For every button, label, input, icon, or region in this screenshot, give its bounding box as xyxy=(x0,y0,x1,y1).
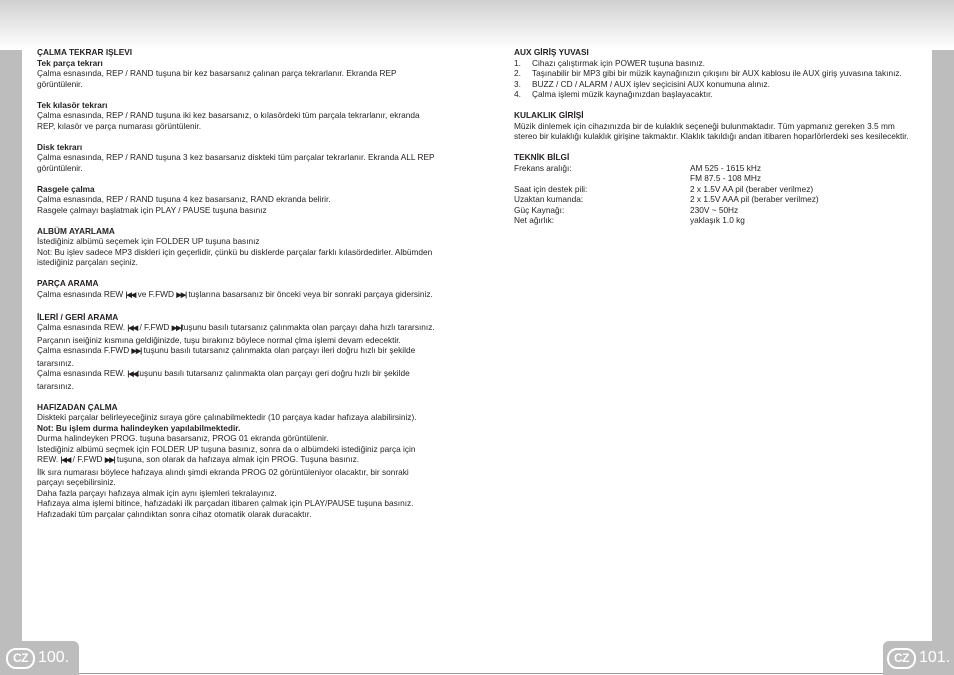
rewind-icon: |◀◀ xyxy=(125,291,136,299)
top-gradient-band xyxy=(0,0,954,50)
aux-steps-list xyxy=(514,58,916,100)
step-text: Taşınabilir bir MP3 gibi bir müzik kaynağınızın çıkışını bir AUX kablosu ile AUX giriş yuvasına takınız. xyxy=(532,68,902,78)
table-row xyxy=(514,163,819,174)
text-run: / F.FWD xyxy=(72,454,103,464)
paragraph: İlk sıra numarası böylece hafızaya alındı şimdi ekranda PROG 02 görüntüleniyor olacaktır, bir sonraki parçayı seçebilirsiniz. xyxy=(37,466,409,487)
spec-value: FM 87.5 - 108 MHz xyxy=(690,173,762,183)
section-heading: ALBÜM AYARLAMA xyxy=(37,225,115,236)
paragraph: Müzik dinlemek için cihazınızda bir de kulaklık seçeneği bulunmaktadır. Tüm yapmanız gereken 3.5 mm stereo bir kulaklığı kulaklık girişine takmaktır. Klaklık takıldığı andan itibaren hoparlörlerdeki ses kesilecektir. xyxy=(514,120,909,141)
section-random xyxy=(37,184,437,216)
step-text: Cihazı çalıştırmak için POWER tuşuna basınız. xyxy=(532,57,705,68)
spec-label: Saat için destek pili: xyxy=(514,183,588,194)
spec-label xyxy=(514,173,690,184)
step-number: 1. xyxy=(514,57,521,68)
page-number-left: 100. xyxy=(38,649,70,666)
section-heading: AUX GİRİŞ YUVASI xyxy=(514,47,589,57)
spec-table xyxy=(514,163,819,226)
left-side-strip xyxy=(0,50,22,675)
section-heading: HAFIZADAN ÇALMA xyxy=(37,401,118,412)
bottom-rule xyxy=(73,673,883,674)
step-number: 2. xyxy=(514,68,521,78)
spec-label: Frekans aralığı: xyxy=(514,162,572,173)
text-run: tuşlarına basarsanız bir önceki veya bir sonraki parçaya gidersiniz. xyxy=(188,288,433,299)
text-run: Çalma esnasında F.FWD xyxy=(37,345,130,355)
text-run: İstediğiniz albümü seçmek için FOLDER UP tuşuna basınız, sonra da o albümdeki istediğiniz parça için REW. xyxy=(37,443,416,464)
section-disc-repeat xyxy=(37,142,437,174)
list-item xyxy=(514,58,916,69)
text-run: tuşunu basılı tutarsanız çalınmakta olan parçayı daha hızlı tararsınız. Parçanın iseiğiniz kısmına geldiğinizde, tuşu bırakınız böylece normal çlma işlemi devam edecektir. xyxy=(37,322,435,345)
table-row xyxy=(514,194,819,205)
paragraph xyxy=(37,322,437,345)
fast-forward-icon: ▶▶| xyxy=(104,457,115,464)
text-run: ve F.FWD xyxy=(137,288,175,299)
list-item xyxy=(514,89,916,100)
paragraph xyxy=(37,345,437,368)
sub-heading: Tek kılasör tekrarı xyxy=(37,99,108,110)
paragraph xyxy=(37,444,437,467)
section-folder-repeat xyxy=(37,100,437,132)
section-aux xyxy=(514,47,916,100)
step-text: Çalma işlemi müzik kaynağınızdan başlayacaktır. xyxy=(532,89,713,99)
cz-language-icon: CZ xyxy=(6,648,35,669)
left-page-column xyxy=(37,47,437,530)
table-row xyxy=(514,184,819,195)
section-memory xyxy=(37,402,437,520)
paragraph: İstediğiniz albümü seçemek için FOLDER UP tuşuna basınız xyxy=(37,236,260,246)
paragraph: Rasgele çalmayı başlatmak için PLAY / PAUSE tuşuna basınız xyxy=(37,204,267,215)
spec-value: 2 x 1.5V AAA pil (beraber verilmez) xyxy=(690,194,819,204)
page-number-badge-left xyxy=(0,641,79,675)
paragraph: Çalma esnasında, REP / RAND tuşuna iki kez basarsanız, o kılasördeki tüm parçala tekrarlanır, ekranda REP, kılasör ve parça numarası görüntülenir. xyxy=(37,110,420,131)
fast-forward-icon: ▶▶| xyxy=(131,348,142,355)
section-heading: KULAKLIK GİRİŞİ xyxy=(514,110,584,120)
paragraph: Çalma esnasında, REP / RAND tuşuna 3 kez basarsanız diskteki tüm parçalar tekrarlanır. Ekranda ALL REP görüntülenir. xyxy=(37,152,435,173)
table-row xyxy=(514,215,819,226)
section-headphone xyxy=(514,110,916,142)
section-heading: İLERİ / GERİ ARAMA xyxy=(37,311,119,322)
step-number: 3. xyxy=(514,78,521,89)
text-run: / F.FWD xyxy=(139,322,170,332)
list-item xyxy=(514,68,916,79)
note-paragraph: Not: Bu işlem durma halindeyken yapılabilmektedir. xyxy=(37,422,241,433)
text-run: tuşunu basılı tutarsanız çalınmakta olan parçayı geri doğru hızlı bir şekilde tararsınız. xyxy=(37,368,410,391)
section-heading: PARÇA ARAMA xyxy=(37,278,99,288)
paragraph: Not: Bu işlev sadece MP3 diskleri için geçerlidir, çünkü bu disklerde parçalar farklı kılasördedirler. Albümden istediğiniz parçaları seçiniz. xyxy=(37,246,433,267)
right-side-strip xyxy=(932,50,954,675)
spec-value: 230V ~ 50Hz xyxy=(690,204,739,215)
spec-label: Net ağırlık: xyxy=(514,215,555,225)
paragraph: Çalma esnasında, REP / RAND tuşuna 4 kez basarsanız, RAND ekranda belirir. xyxy=(37,194,331,204)
step-text: BUZZ / CD / ALARM / AUX işlev seçicisini AUX konumuna alınız. xyxy=(532,78,770,89)
sub-heading: Disk tekrarı xyxy=(37,141,83,152)
text-run: tuşuna, son olarak da hafızaya almak için PROG. Tuşuna basınız. xyxy=(116,454,360,464)
section-specs xyxy=(514,152,916,226)
section-track-search xyxy=(37,278,437,301)
rewind-icon: |◀◀ xyxy=(127,325,138,332)
rewind-icon: |◀◀ xyxy=(60,457,71,464)
spec-value: yaklaşık 1.0 kg xyxy=(690,215,745,225)
cz-language-icon: CZ xyxy=(887,648,916,669)
rewind-icon: |◀◀ xyxy=(127,371,138,378)
text-run: Çalma esnasında REW xyxy=(37,288,124,299)
page-number-right: 101. xyxy=(919,649,951,666)
text-run: Çalma esnasında REW. xyxy=(37,322,126,332)
paragraph xyxy=(37,368,437,391)
text-run: tuşunu basılı tutarsanız çalınmakta olan parçayı ileri doğru hızlı bir şekilde tararsınız. xyxy=(37,345,416,368)
page-number-badge-right xyxy=(883,641,954,675)
spec-value: AM 525 - 1615 kHz xyxy=(690,162,762,173)
fast-forward-icon: ▶▶| xyxy=(171,325,182,332)
sub-heading: Tek parça tekrarı xyxy=(37,57,103,68)
spec-label: Güç Kaynağı: xyxy=(514,204,565,215)
table-row xyxy=(514,173,819,184)
fast-forward-icon: ▶▶| xyxy=(176,291,187,299)
paragraph: Çalma esnasında, REP / RAND tuşuna bir kez basarsanız çalınan parça tekrarlanır. Ekranda REP görüntülenir. xyxy=(37,68,397,89)
paragraph: Hafızaya alma işlemi bitince, hafızadaki ilk parçadan itibaren çalmak için PLAY/PAUSE tuşuna basınız. Hafızadaki tüm parçalar çalındıktan sonra cihaz otomatik olarak duracaktır. xyxy=(37,498,414,519)
table-row xyxy=(514,205,819,216)
section-album xyxy=(37,226,437,268)
list-item xyxy=(514,79,916,90)
text-run: Çalma esnasında REW. xyxy=(37,368,126,378)
step-number: 4. xyxy=(514,89,521,99)
right-page-column xyxy=(514,47,916,236)
paragraph: Diskteki parçalar belirleyeceğiniz sıraya göre çalınabilmektedir (10 parçaya kadar hafızaya alabilirsiniz). xyxy=(37,412,417,422)
section-heading: TEKNİK BİLGİ xyxy=(514,152,570,162)
spec-label: Uzaktan kumanda: xyxy=(514,194,584,204)
section-fwd-rew xyxy=(37,312,437,392)
sub-heading: Rasgele çalma xyxy=(37,183,95,194)
section-heading: ÇALMA TEKRAR IŞLEVI xyxy=(37,47,133,57)
spec-value: 2 x 1.5V AA pil (beraber verilmez) xyxy=(690,183,814,194)
section-repeat xyxy=(37,47,437,89)
paragraph xyxy=(37,289,437,302)
paragraph: Durma halindeyken PROG. tuşuna basarsanız, PROG 01 ekranda görüntülenir. xyxy=(37,433,329,443)
paragraph: Daha fazla parçayı hafızaya almak için aynı işlemleri tekralayınız. xyxy=(37,487,277,498)
